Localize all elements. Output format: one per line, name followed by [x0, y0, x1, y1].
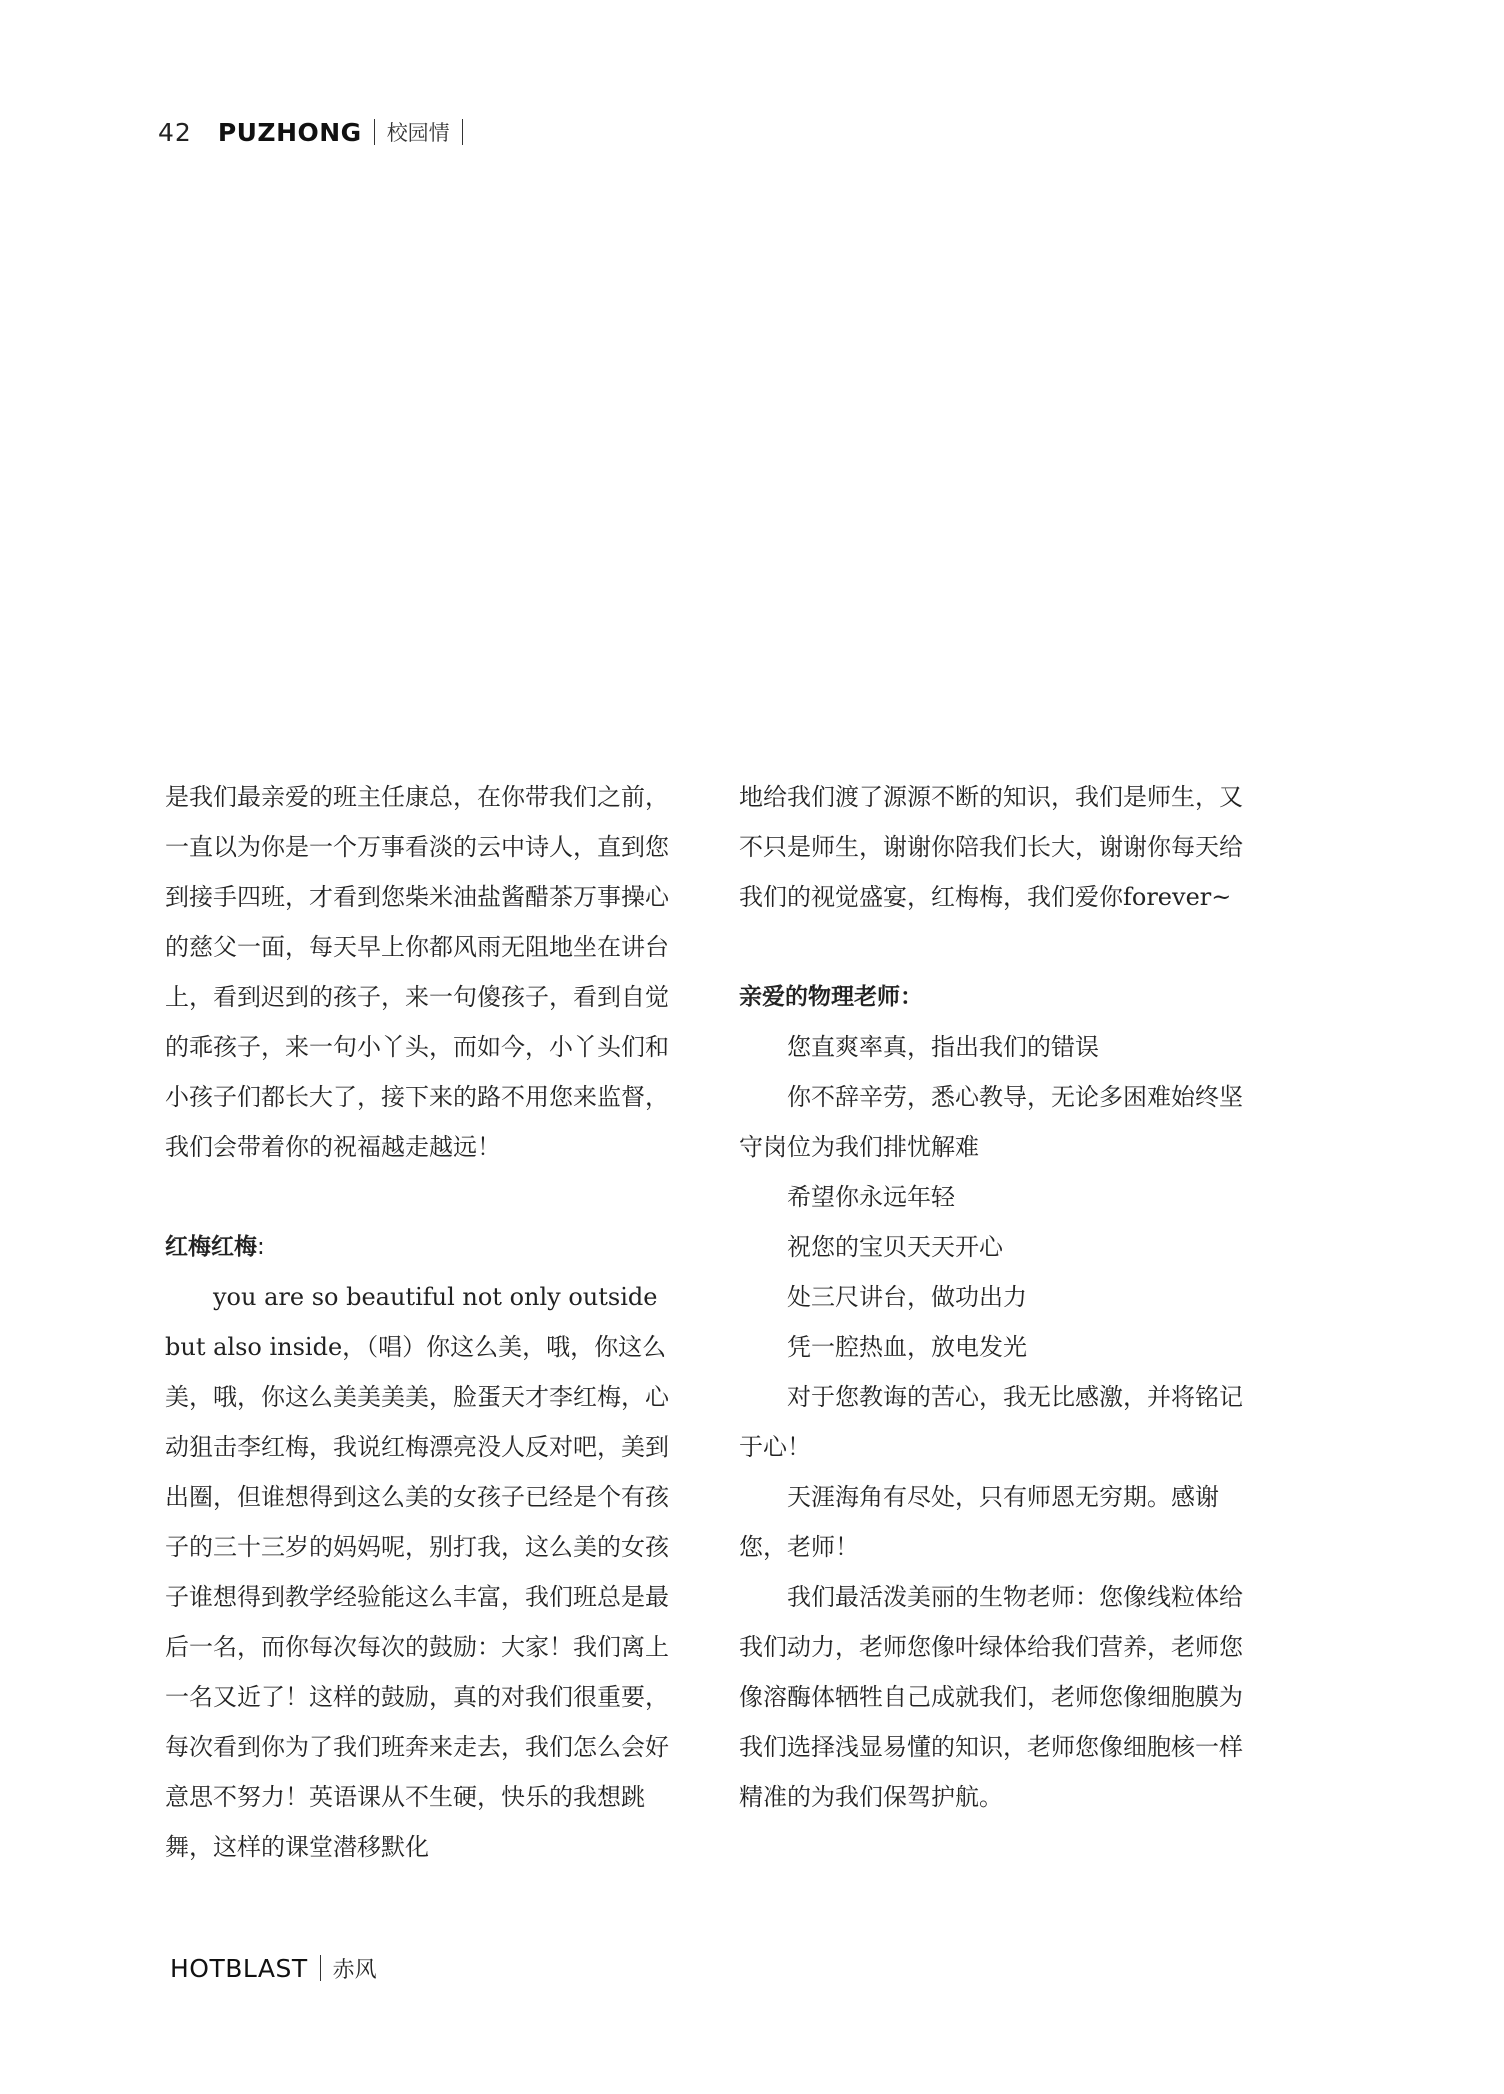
message-line: 希望你永远年轻	[787, 1183, 955, 1211]
continuation-paragraph: 地给我们渡了源源不断的知识，我们是师生，又不只是师生，谢谢你陪我们长大，谢谢你每天给我们的视觉盛宴，红梅梅，我们爱你forever~	[739, 783, 1243, 911]
section-title: 校园情	[386, 121, 450, 145]
message-line: 我们最活泼美丽的生物老师：您像线粒体给我们动力，老师您像叶绿体给我们营养，老师您像溶酶体牺牲自己成就我们，老师您像细胞膜为我们选择浅显易懂的知识，老师您像细胞核一样精准的为我们保驾护航。	[739, 1583, 1243, 1811]
section-heading-physics: 亲爱的物理老师：	[739, 984, 923, 1010]
left-column	[165, 772, 675, 1872]
message-line: 对于您教诲的苦心，我无比感激，并将铭记于心！	[739, 1383, 1243, 1461]
page-footer	[170, 1950, 377, 1986]
header-divider	[374, 119, 375, 145]
message-line: 天涯海角有尽处，只有师恩无穷期。感谢您，老师！	[739, 1483, 1219, 1561]
header-divider-end	[462, 119, 463, 145]
footer-brand: HOTBLAST	[170, 1953, 308, 1983]
message-line: 处三尺讲台，做功出力	[787, 1283, 1027, 1311]
spacer	[165, 1172, 675, 1222]
heading-text: 红梅红梅	[165, 1234, 257, 1260]
message-line: 您直爽率真，指出我们的错误	[787, 1033, 1099, 1061]
message-line: 你不辞辛劳，悉心教导，无论多困难始终坚守岗位为我们排忧解难	[739, 1083, 1243, 1161]
magazine-title: PUZHONG	[217, 117, 362, 147]
page-number: 42	[158, 117, 192, 147]
heading-colon: :	[257, 1234, 265, 1260]
page-header	[158, 114, 475, 150]
section-heading-hongmei	[165, 1222, 675, 1272]
hongmei-paragraph: you are so beautiful not only outside but also inside，（唱）你这么美，哦，你这么美，哦，你这么美美美美，脸蛋天才李红梅，心动狙击李红梅，我说红梅漂亮没人反对吧，美到出圈，但谁想得到这么美的女孩子已经是个有孩子的三十三岁的妈妈呢，别打我，这么美的女孩子谁想得到教学经验能这么丰富，我们班总是最后一名，而你每次每次的鼓励：大家！我们离上一名又近了！这样的鼓励，真的对我们很重要，每次看到你为了我们班奔来走去，我们怎么会好意思不努力！英语课从不生硬，快乐的我想跳舞，这样的课堂潜移默化	[165, 1283, 669, 1861]
footer-divider	[320, 1955, 321, 1981]
intro-paragraph: 是我们最亲爱的班主任康总，在你带我们之前，一直以为你是一个万事看淡的云中诗人，直到您到接手四班，才看到您柴米油盐酱醋茶万事操心的慈父一面，每天早上你都风雨无阻地坐在讲台上，看到迟到的孩子，来一句傻孩子，看到自觉的乖孩子，来一句小丫头，而如今，小丫头们和小孩子们都长大了，接下来的路不用您来监督，我们会带着你的祝福越走越远！	[165, 783, 669, 1161]
message-line: 祝您的宝贝天天开心	[787, 1233, 1003, 1261]
message-line: 凭一腔热血，放电发光	[787, 1333, 1027, 1361]
right-column	[739, 772, 1249, 1822]
spacer	[739, 922, 1249, 972]
footer-chinese-title: 赤风	[332, 1957, 377, 1983]
